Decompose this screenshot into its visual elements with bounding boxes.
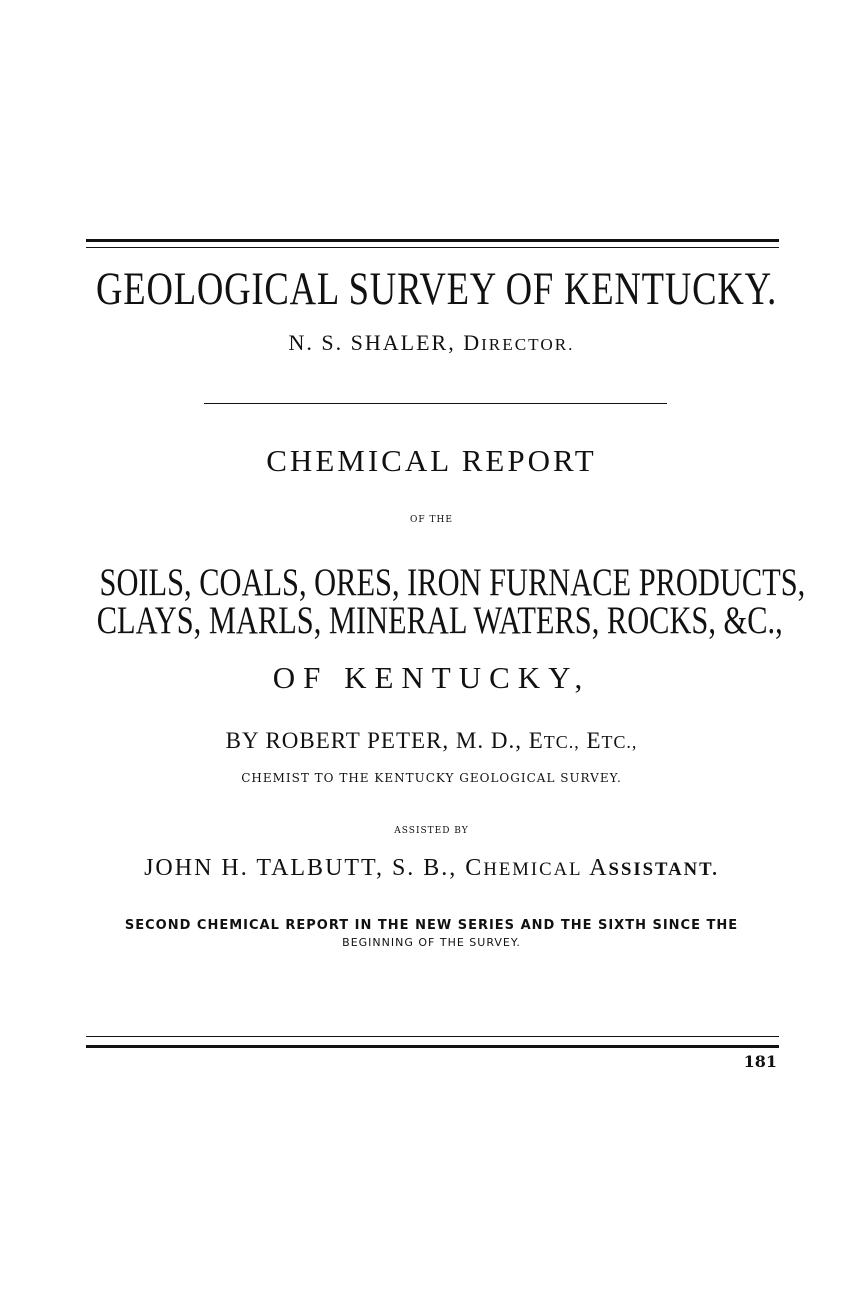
director-name: N. S. SHALER, xyxy=(288,330,456,355)
author-byline xyxy=(0,728,863,754)
subjects-line-2: CLAYS, MARLS, MINERAL WATERS, ROCKS, &C., xyxy=(96,599,783,642)
assistant-role: CHEMICAL ASSISTANT. xyxy=(465,855,719,881)
author-etc-1: ETC., xyxy=(528,728,580,753)
assistant-line xyxy=(0,855,863,882)
divider-rule xyxy=(204,403,667,404)
bottom-rule-thin xyxy=(86,1036,779,1037)
of-kentucky: OF KENTUCKY, xyxy=(272,660,591,695)
director-role: DIRECTOR. xyxy=(463,330,575,355)
assistant-name: JOHN H. TALBUTT, S. B., xyxy=(144,855,458,881)
top-rule-thick xyxy=(86,239,779,242)
author-name: BY ROBERT PETER, M. D., xyxy=(225,728,522,753)
of-the-label: OF THE xyxy=(410,515,453,525)
survey-title: GEOLOGICAL SURVEY OF KENTUCKY. xyxy=(96,263,778,315)
series-note-line-1: SECOND CHEMICAL REPORT IN THE NEW SERIES AND THE SIXTH SINCE THE xyxy=(124,918,739,933)
author-etc-2: ETC., xyxy=(586,728,638,753)
bottom-rule-thick xyxy=(86,1045,779,1048)
page-number: 181 xyxy=(743,1052,777,1071)
director-line xyxy=(0,330,863,356)
series-note-line-2: BEGINNING OF THE SURVEY. xyxy=(342,936,521,949)
report-heading: CHEMICAL REPORT xyxy=(266,443,597,478)
assisted-by-label: ASSISTED BY xyxy=(394,826,469,836)
subjects-line-1: SOILS, COALS, ORES, IRON FURNACE PRODUCTS, xyxy=(99,561,806,604)
top-rule-thin xyxy=(86,247,779,248)
author-title: CHEMIST TO THE KENTUCKY GEOLOGICAL SURVEY. xyxy=(241,771,622,785)
